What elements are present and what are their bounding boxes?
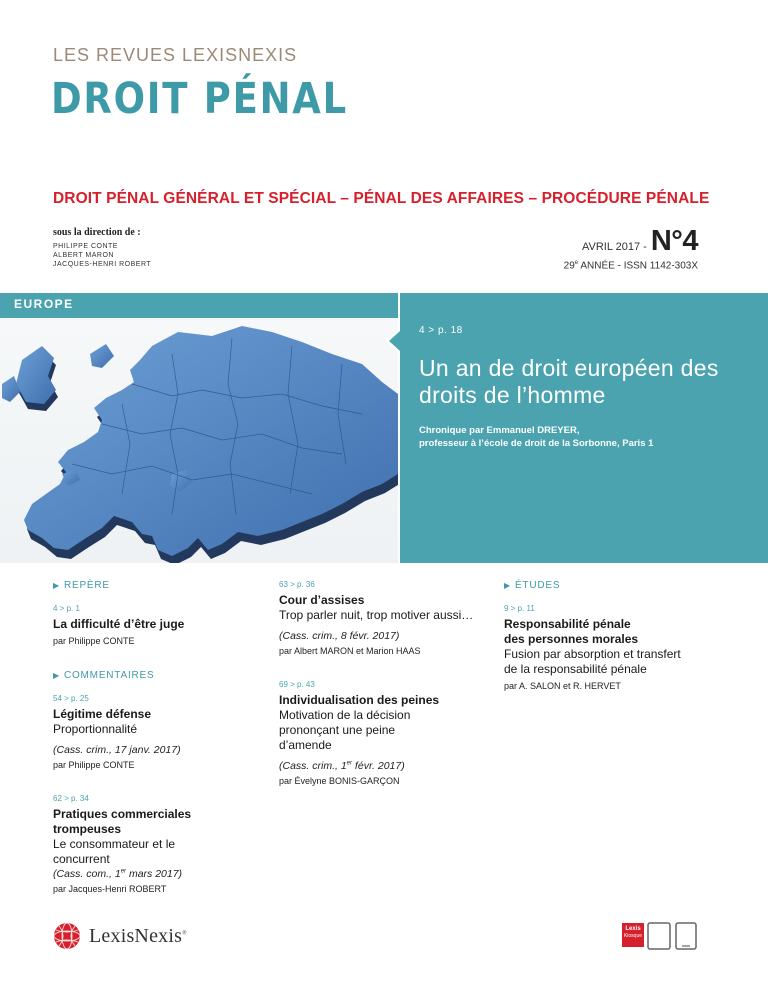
lexisnexis-globe-logo bbox=[53, 922, 81, 950]
direction-label: sous la direction de : bbox=[53, 227, 141, 238]
section-repere: ▶ REPÈRE bbox=[53, 580, 110, 591]
column-right bbox=[504, 580, 704, 709]
editorial-direction bbox=[53, 227, 151, 269]
triangle-bullet-icon: ▶ bbox=[53, 671, 60, 680]
journal-title: DROIT PÉNAL bbox=[51, 74, 348, 124]
list-item[interactable]: 54 > p. 25 Légitime défense Proportionnalité (Cass. crim., 17 janv. 2017) par Philippe CONTE bbox=[53, 694, 181, 770]
lexis-kiosque-badge: Lexis Kiosque bbox=[622, 923, 644, 947]
publisher-logo[interactable] bbox=[53, 922, 187, 950]
publisher-name: LexisNexis® bbox=[89, 924, 187, 947]
triangle-bullet-icon: ▶ bbox=[53, 581, 60, 590]
triangle-bullet-icon: ▶ bbox=[504, 581, 511, 590]
column-middle bbox=[279, 580, 474, 804]
europe-map-image bbox=[0, 318, 398, 563]
list-item[interactable]: 4 > p. 1 La difficulté d’être juge par Philippe CONTE bbox=[53, 604, 185, 646]
director-name: ALBERT MARON bbox=[53, 252, 114, 259]
series-name: LES REVUES LEXISNEXIS bbox=[53, 45, 298, 65]
list-item[interactable]: 69 > p. 43 Individualisation des peines Motivation de la décision prononçant une peine d’amende (Cass. crim., 1er févr. 2017) par Évelyne BONIS-GARÇON bbox=[279, 680, 440, 786]
section-etudes: ▶ ÉTUDES bbox=[504, 580, 561, 591]
director-name: PHILIPPE CONTE bbox=[53, 243, 118, 250]
tablet-icon bbox=[646, 921, 698, 951]
feature-ref[interactable]: 4 > p. 18 bbox=[419, 325, 463, 336]
issue-info bbox=[564, 225, 698, 271]
feature-section-label: EUROPE bbox=[14, 297, 74, 311]
list-item[interactable]: 9 > p. 11 Responsabilité pénale des personnes morales Fusion par absorption et transfert de la responsabilité pénale par A. SALON et R. HERVET bbox=[504, 604, 681, 691]
issue-date: AVRIL 2017 - bbox=[582, 241, 647, 253]
director-name: JACQUES-HENRI ROBERT bbox=[53, 261, 152, 268]
list-item[interactable]: 63 > p. 36 Cour d’assises Trop parler nuit, trop motiver aussi… (Cass. crim., 8 févr. 2017) par Albert MARON et Marion HAAS bbox=[279, 580, 474, 656]
feature-title[interactable]: Un an de droit européen des droits de l’homme bbox=[419, 355, 719, 408]
journal-subtitle: DROIT PÉNAL GÉNÉRAL ET SPÉCIAL – PÉNAL DES AFFAIRES – PROCÉDURE PÉNALE bbox=[53, 190, 710, 207]
column-left bbox=[53, 580, 258, 912]
feature-band bbox=[0, 293, 768, 563]
issue-year-issn: 29e ANNÉE - ISSN 1142-303X bbox=[563, 260, 698, 272]
issue-number: N°4 bbox=[650, 225, 698, 257]
section-commentaires: ▶ COMMENTAIRES bbox=[53, 670, 155, 681]
list-item[interactable]: 62 > p. 34 Pratiques commerciales trompeuses Le consommateur et le concurrent (Cass. com., 1er mars 2017) par Jacques-Henri ROBERT bbox=[53, 794, 192, 894]
feature-byline: Chronique par Emmanuel DREYER, professeur à l’école de droit de la Sorbonne, Paris 1 bbox=[419, 425, 654, 449]
